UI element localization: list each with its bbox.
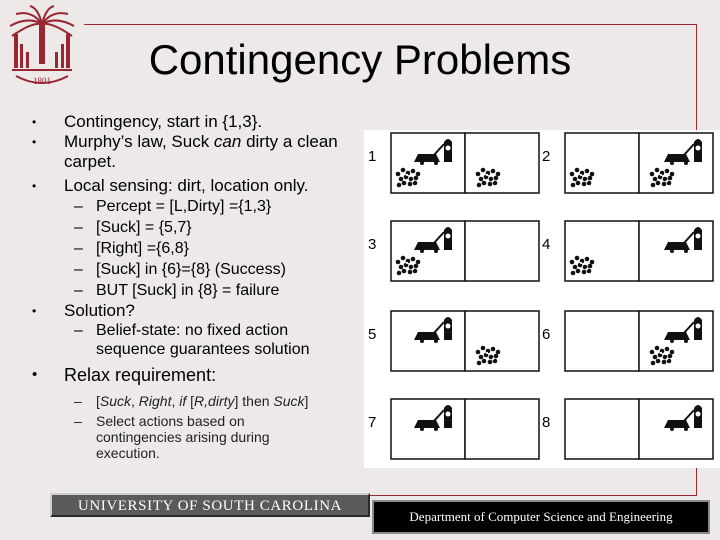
state-number: 6: [542, 326, 551, 343]
sub-bullet-text: [Right] ={6,8}: [96, 240, 189, 257]
state-number: 3: [368, 236, 377, 253]
vacuum-state-6: [364, 310, 720, 374]
bullet-text-pre: Murphy’s law, Suck: [64, 132, 214, 151]
vacuum-state-4: [364, 220, 720, 284]
sub-bullet-dash: –: [74, 413, 82, 429]
bullet-dot: •: [32, 304, 37, 318]
sub-bullet-text: BUT [Suck] in {8} = failure: [96, 282, 280, 299]
sub-bullet-suck: [30, 217, 360, 238]
state-number: 7: [368, 414, 377, 431]
sub-bullet-percept: [30, 196, 360, 217]
state-number: 1: [368, 148, 377, 165]
sub-bullet-failure: [30, 280, 360, 301]
bullet-text-post: dirty a clean carpet.: [64, 132, 338, 171]
two-room-diagram: [564, 132, 716, 196]
state-number: 2: [542, 148, 551, 165]
bullet-text: Contingency, start in {1,3}.: [64, 112, 263, 131]
sub-bullet-dash: –: [74, 261, 83, 278]
sub-bullet-dash: –: [74, 282, 83, 299]
state-number: 5: [368, 326, 377, 343]
sub-bullet-text: [Suck] = {5,7}: [96, 219, 192, 236]
plan-emphasis: Suck: [99, 393, 132, 409]
bullet-local-sensing: [30, 176, 360, 196]
vacuum-world-state-grid: [364, 130, 720, 468]
bullet-murphys-law: [30, 132, 360, 172]
vacuum-state-8: [364, 398, 720, 462]
bullet-dot: •: [32, 135, 37, 149]
bullet-solution: [30, 301, 360, 321]
sub-bullet-dash: –: [74, 219, 83, 236]
sub-bullet-dash: –: [74, 393, 82, 409]
bullet-text: Local sensing: dirt, location only.: [64, 176, 309, 195]
two-room-diagram: [564, 398, 716, 462]
sub-bullet-dash: –: [74, 198, 83, 215]
bullet-contingency: [30, 112, 360, 132]
bullet-text-emphasis: can: [213, 132, 242, 151]
plan-emphasis: if: [179, 393, 187, 409]
plan-emphasis: Suck: [273, 393, 305, 409]
bullet-text: Relax requirement:: [64, 365, 217, 385]
department-footer-banner: Department of Computer Science and Engineering: [372, 500, 710, 534]
two-room-diagram: [564, 310, 716, 374]
sub-bullet-dash: –: [74, 240, 83, 257]
plan-emphasis: R,dirty: [194, 393, 235, 409]
university-footer-banner: UNIVERSITY OF SOUTH CAROLINA: [50, 493, 370, 517]
sub-bullet-select-actions: [30, 413, 326, 461]
bullet-dot: •: [32, 115, 37, 129]
sub-bullet-plan-text: [Suck, Right, if [R,dirty] then Suck]: [96, 393, 309, 409]
sub-bullet-text: Belief-state: no fixed action sequence guarantees solution: [96, 322, 310, 358]
bullet-dot: •: [32, 179, 37, 193]
two-room-diagram: [564, 220, 716, 284]
state-number: 4: [542, 236, 551, 253]
sub-bullet-text: Percept = [L,Dirty] ={1,3}: [96, 198, 272, 215]
bullet-list: [30, 112, 360, 461]
sub-bullet-success: [30, 259, 360, 280]
sub-bullet-dash: –: [74, 322, 83, 339]
logo-year-text: 1801: [33, 76, 51, 86]
plan-emphasis: Right: [138, 393, 172, 409]
slide-title: Contingency Problems: [148, 36, 572, 83]
state-number: 8: [542, 414, 551, 431]
sub-bullet-text: [Suck] in {6}={8} (Success): [96, 261, 286, 278]
bullet-text: Solution?: [64, 301, 135, 320]
sub-bullet-right: [30, 238, 360, 259]
bullet-relax: [30, 365, 360, 385]
sub-bullet-plan: [30, 393, 326, 409]
sub-bullet-belief-state: [30, 321, 360, 359]
bullet-dot: •: [32, 366, 38, 383]
sub-bullet-text: Select actions based on contingencies arising during execution.: [96, 413, 270, 461]
vacuum-state-2: [364, 132, 720, 196]
plan-plain: then: [242, 393, 270, 409]
